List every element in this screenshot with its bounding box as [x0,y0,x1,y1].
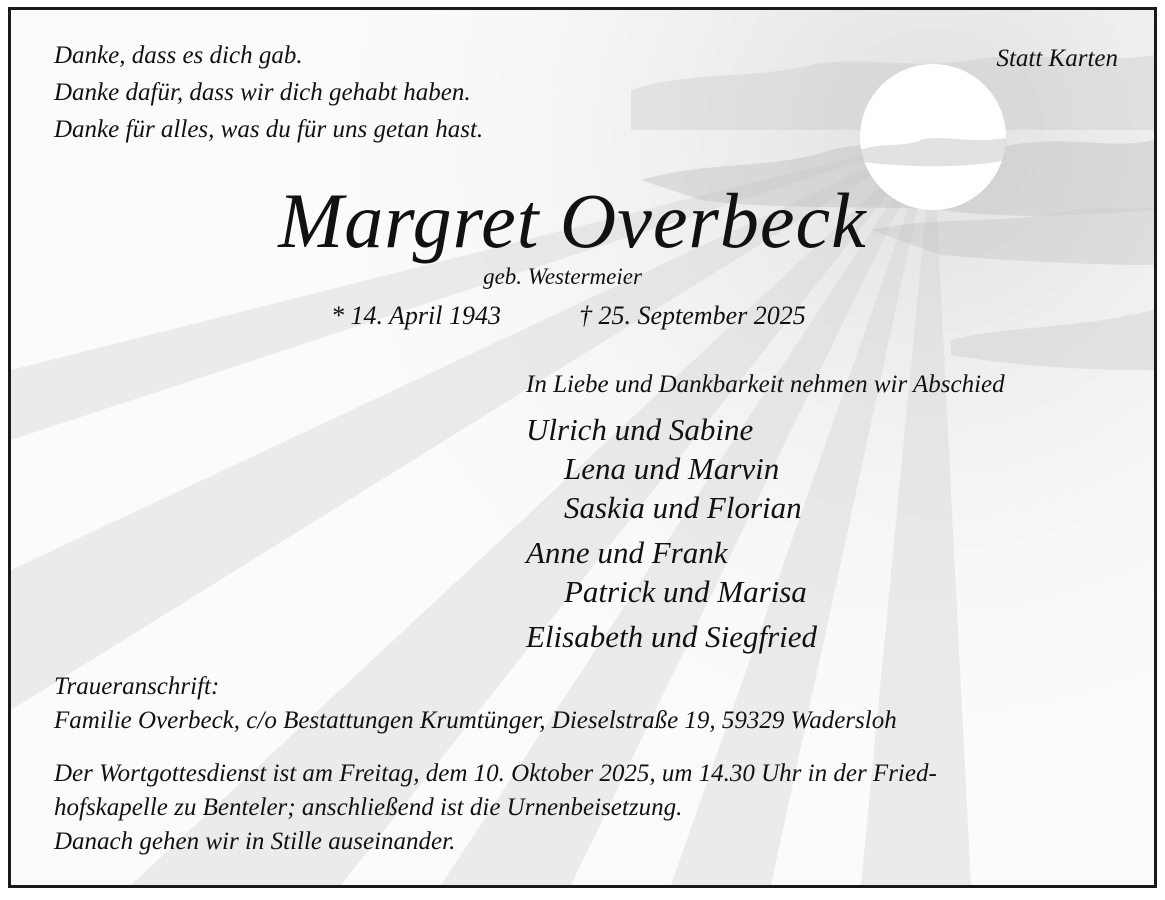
mourning-address: Familie Overbeck, c/o Bestattungen Krumtünger, Dieselstraße 19, 59329 Wadersloh [54,707,897,734]
obituary-card [8,7,1157,888]
family-member: Ulrich und Sabine [526,412,754,447]
family-member: Lena und Marvin [564,451,780,486]
deceased-name: Margret Overbeck [278,177,867,264]
verse-line-2: Danke dafür, dass wir dich gehabt haben. [54,79,471,106]
statt-karten-note: Statt Karten [996,45,1118,72]
birth-date: * 14. April 1943 [331,301,501,330]
mourning-address-label: Traueranschrift: [54,673,220,700]
service-line-3: Danach gehen wir in Stille auseinander. [54,828,456,855]
farewell-intro: In Liebe und Dankbarkeit nehmen wir Abschied [526,371,1005,398]
family-member: Anne und Frank [526,535,728,570]
death-date: † 25. September 2025 [579,301,806,330]
family-member: Elisabeth und Siegfried [526,619,818,654]
verse-line-3: Danke für alles, was du für uns getan hast. [54,116,484,143]
verse-line-1: Danke, dass es dich gab. [54,42,303,69]
service-line-1: Der Wortgottesdienst ist am Freitag, dem 10. Oktober 2025, um 14.30 Uhr in der Fried- [54,760,937,787]
service-line-2: hofskapelle zu Benteler; anschließend ist die Urnenbeisetzung. [54,794,683,821]
family-member: Patrick und Marisa [564,574,807,609]
birth-name: geb. Westermeier [483,264,642,289]
family-member: Saskia und Florian [564,490,802,525]
